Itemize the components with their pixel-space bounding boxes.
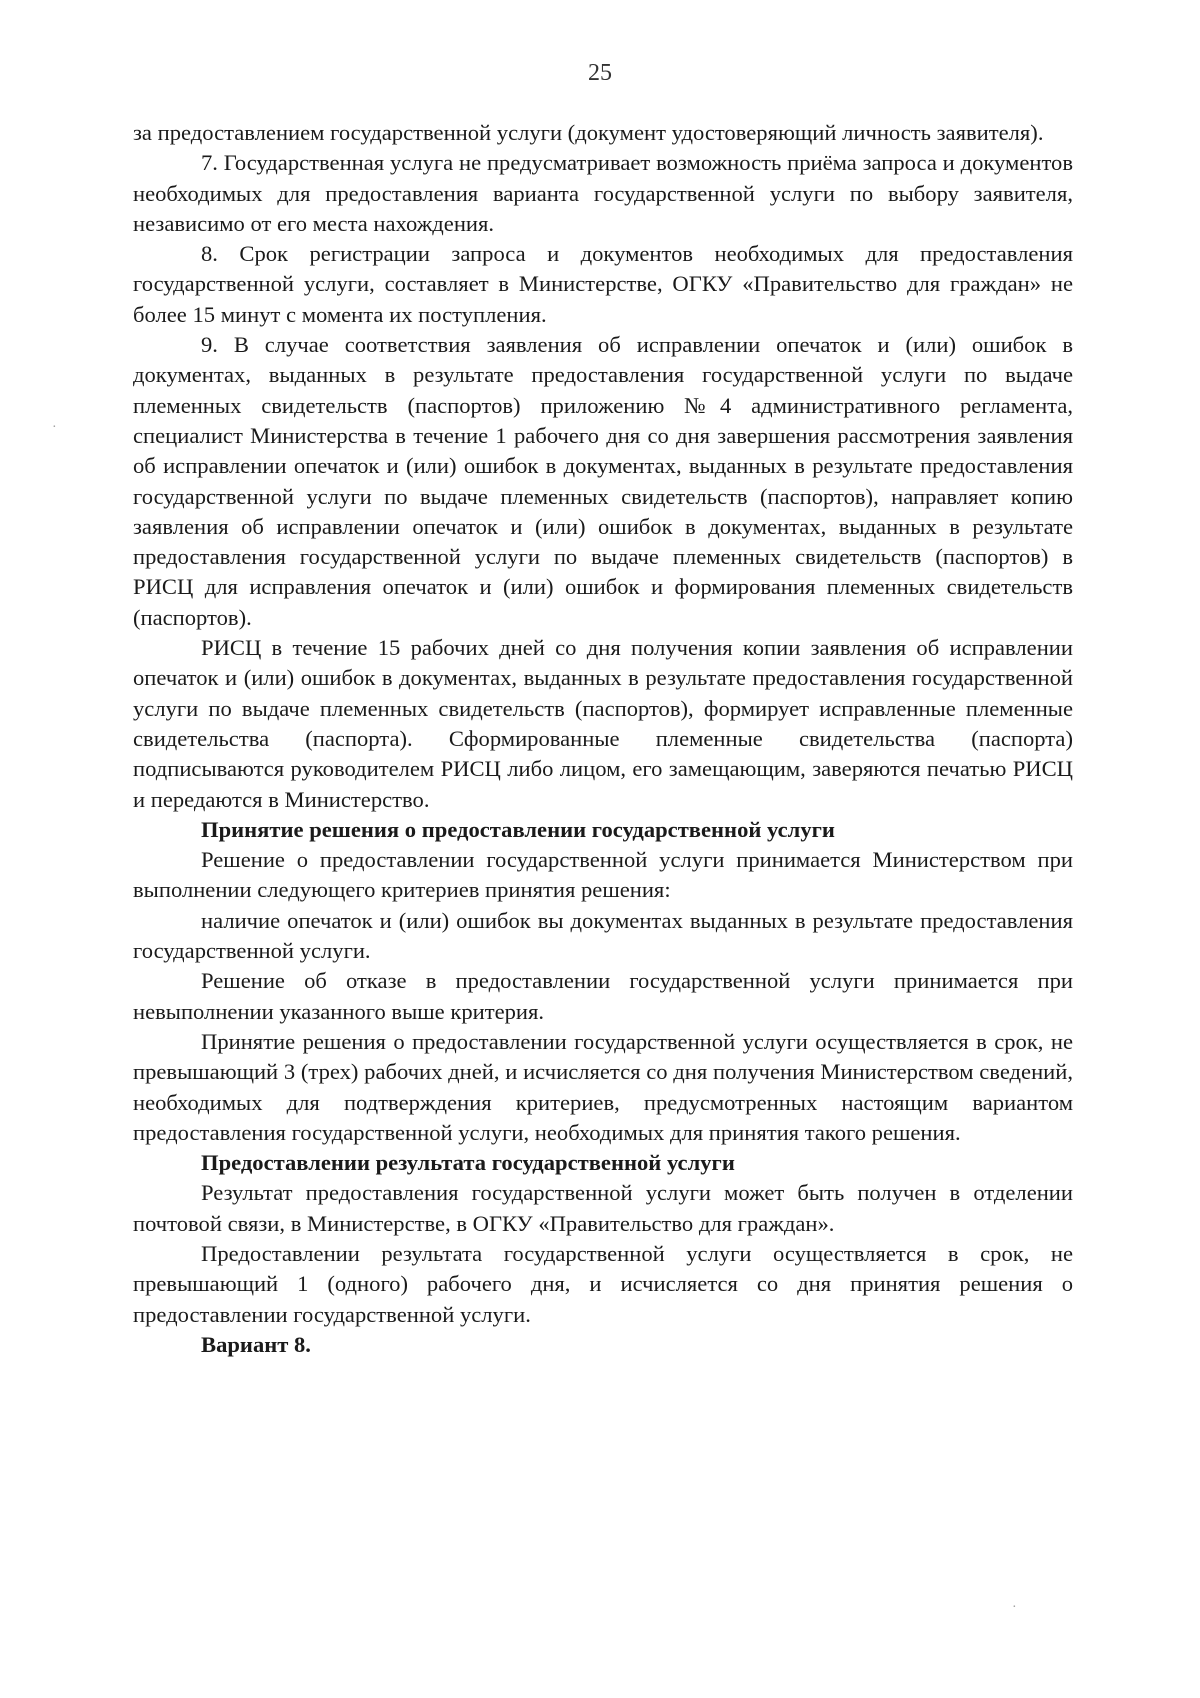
section-heading-decision: Принятие решения о предоставлении государственной услуги: [201, 816, 835, 842]
paragraph-result: Результат предоставления государственной услуги может быть получен в отделении почтовой связи, в Министерстве, в ОГКУ «Правительство для граждан».: [133, 1180, 1073, 1236]
section-heading-variant: Вариант 8.: [201, 1331, 311, 1357]
paragraph-decision-term: Принятие решения о предоставлении государственной услуги осуществляется в срок, не превышающий 3 (трех) рабочих дней, и исчисляется со дня получения Министерством сведений, необходимых для подтверждения критериев, предусмотренных настоящим вариантом предоставления государственной услуги, необходимых для принятия такого решения.: [133, 1028, 1073, 1145]
scan-mark: ·: [1012, 1600, 1017, 1615]
paragraph-result-term: Предоставлении результата государственной услуги осуществляется в срок, не превышающий 1 (одного) рабочего дня, и исчисляется со дня принятия решения о предоставлении государственной услуги.: [133, 1240, 1073, 1327]
document-body: [133, 118, 1073, 1360]
paragraph-item-8: 8. Срок регистрации запроса и документов необходимых для предоставления государственной услуги, составляет в Министерстве, ОГКУ «Правительство для граждан» не более 15 минут с момента их поступления.: [133, 241, 1073, 327]
paragraph-item-7: 7. Государственная услуга не предусматривает возможность приёма запроса и документов необходимых для предоставления варианта государственной услуги по выбору заявителя, независимо от его места нахождения.: [133, 150, 1073, 236]
paragraph-continuation: за предоставлением государственной услуги (документ удостоверяющий личность заявителя).: [133, 120, 1044, 145]
paragraph-refusal: Решение об отказе в предоставлении государственной услуги принимается при невыполнении указанного выше критерия.: [133, 968, 1073, 1024]
page-number: 25: [588, 60, 612, 86]
section-heading-result: Предоставлении результата государственной услуги: [201, 1150, 735, 1176]
paragraph-criterion: наличие опечаток и (или) ошибок вы документах выданных в результате предоставления государственной услуги.: [133, 907, 1073, 964]
scan-mark: ·: [52, 420, 57, 435]
paragraph-risc: РИСЦ в течение 15 рабочих дней со дня получения копии заявления об исправлении опечаток и (или) ошибок в документах, выданных в результате предоставления государственной услуги по выдаче племенных свидетельств (паспортов), формирует исправленные племенные свидетельства (паспорта). Сформированные племенные свидетельства (паспорта) подписываются руководителем РИСЦ либо лицом, его замещающим, заверяются печатью РИСЦ и передаются в Министерство.: [133, 635, 1073, 812]
paragraph-item-9: 9. В случае соответствия заявления об исправлении опечаток и (или) ошибок в документах, выданных в результате предоставления государственной услуги по выдаче племенных свидетельств (паспортов) приложению №4 административного регламента, специалист Министерства в течение 1 рабочего дня со дня завершения рассмотрения заявления об исправлении опечаток и (или) ошибок в документах, выданных в результате предоставления государственной услуги по выдаче племенных свидетельств (паспортов), направляет копию заявления об исправлении опечаток и (или) ошибок в документах, выданных в результате предоставления государственной услуги по выдаче племенных свидетельств (паспортов) в РИСЦ для исправления опечаток и (или) ошибок и формирования племенных свидетельств (паспортов).: [133, 332, 1073, 630]
paragraph-decision: Решение о предоставлении государственной услуги принимается Министерством при выполнении следующего критериев принятия решения:: [133, 847, 1073, 903]
